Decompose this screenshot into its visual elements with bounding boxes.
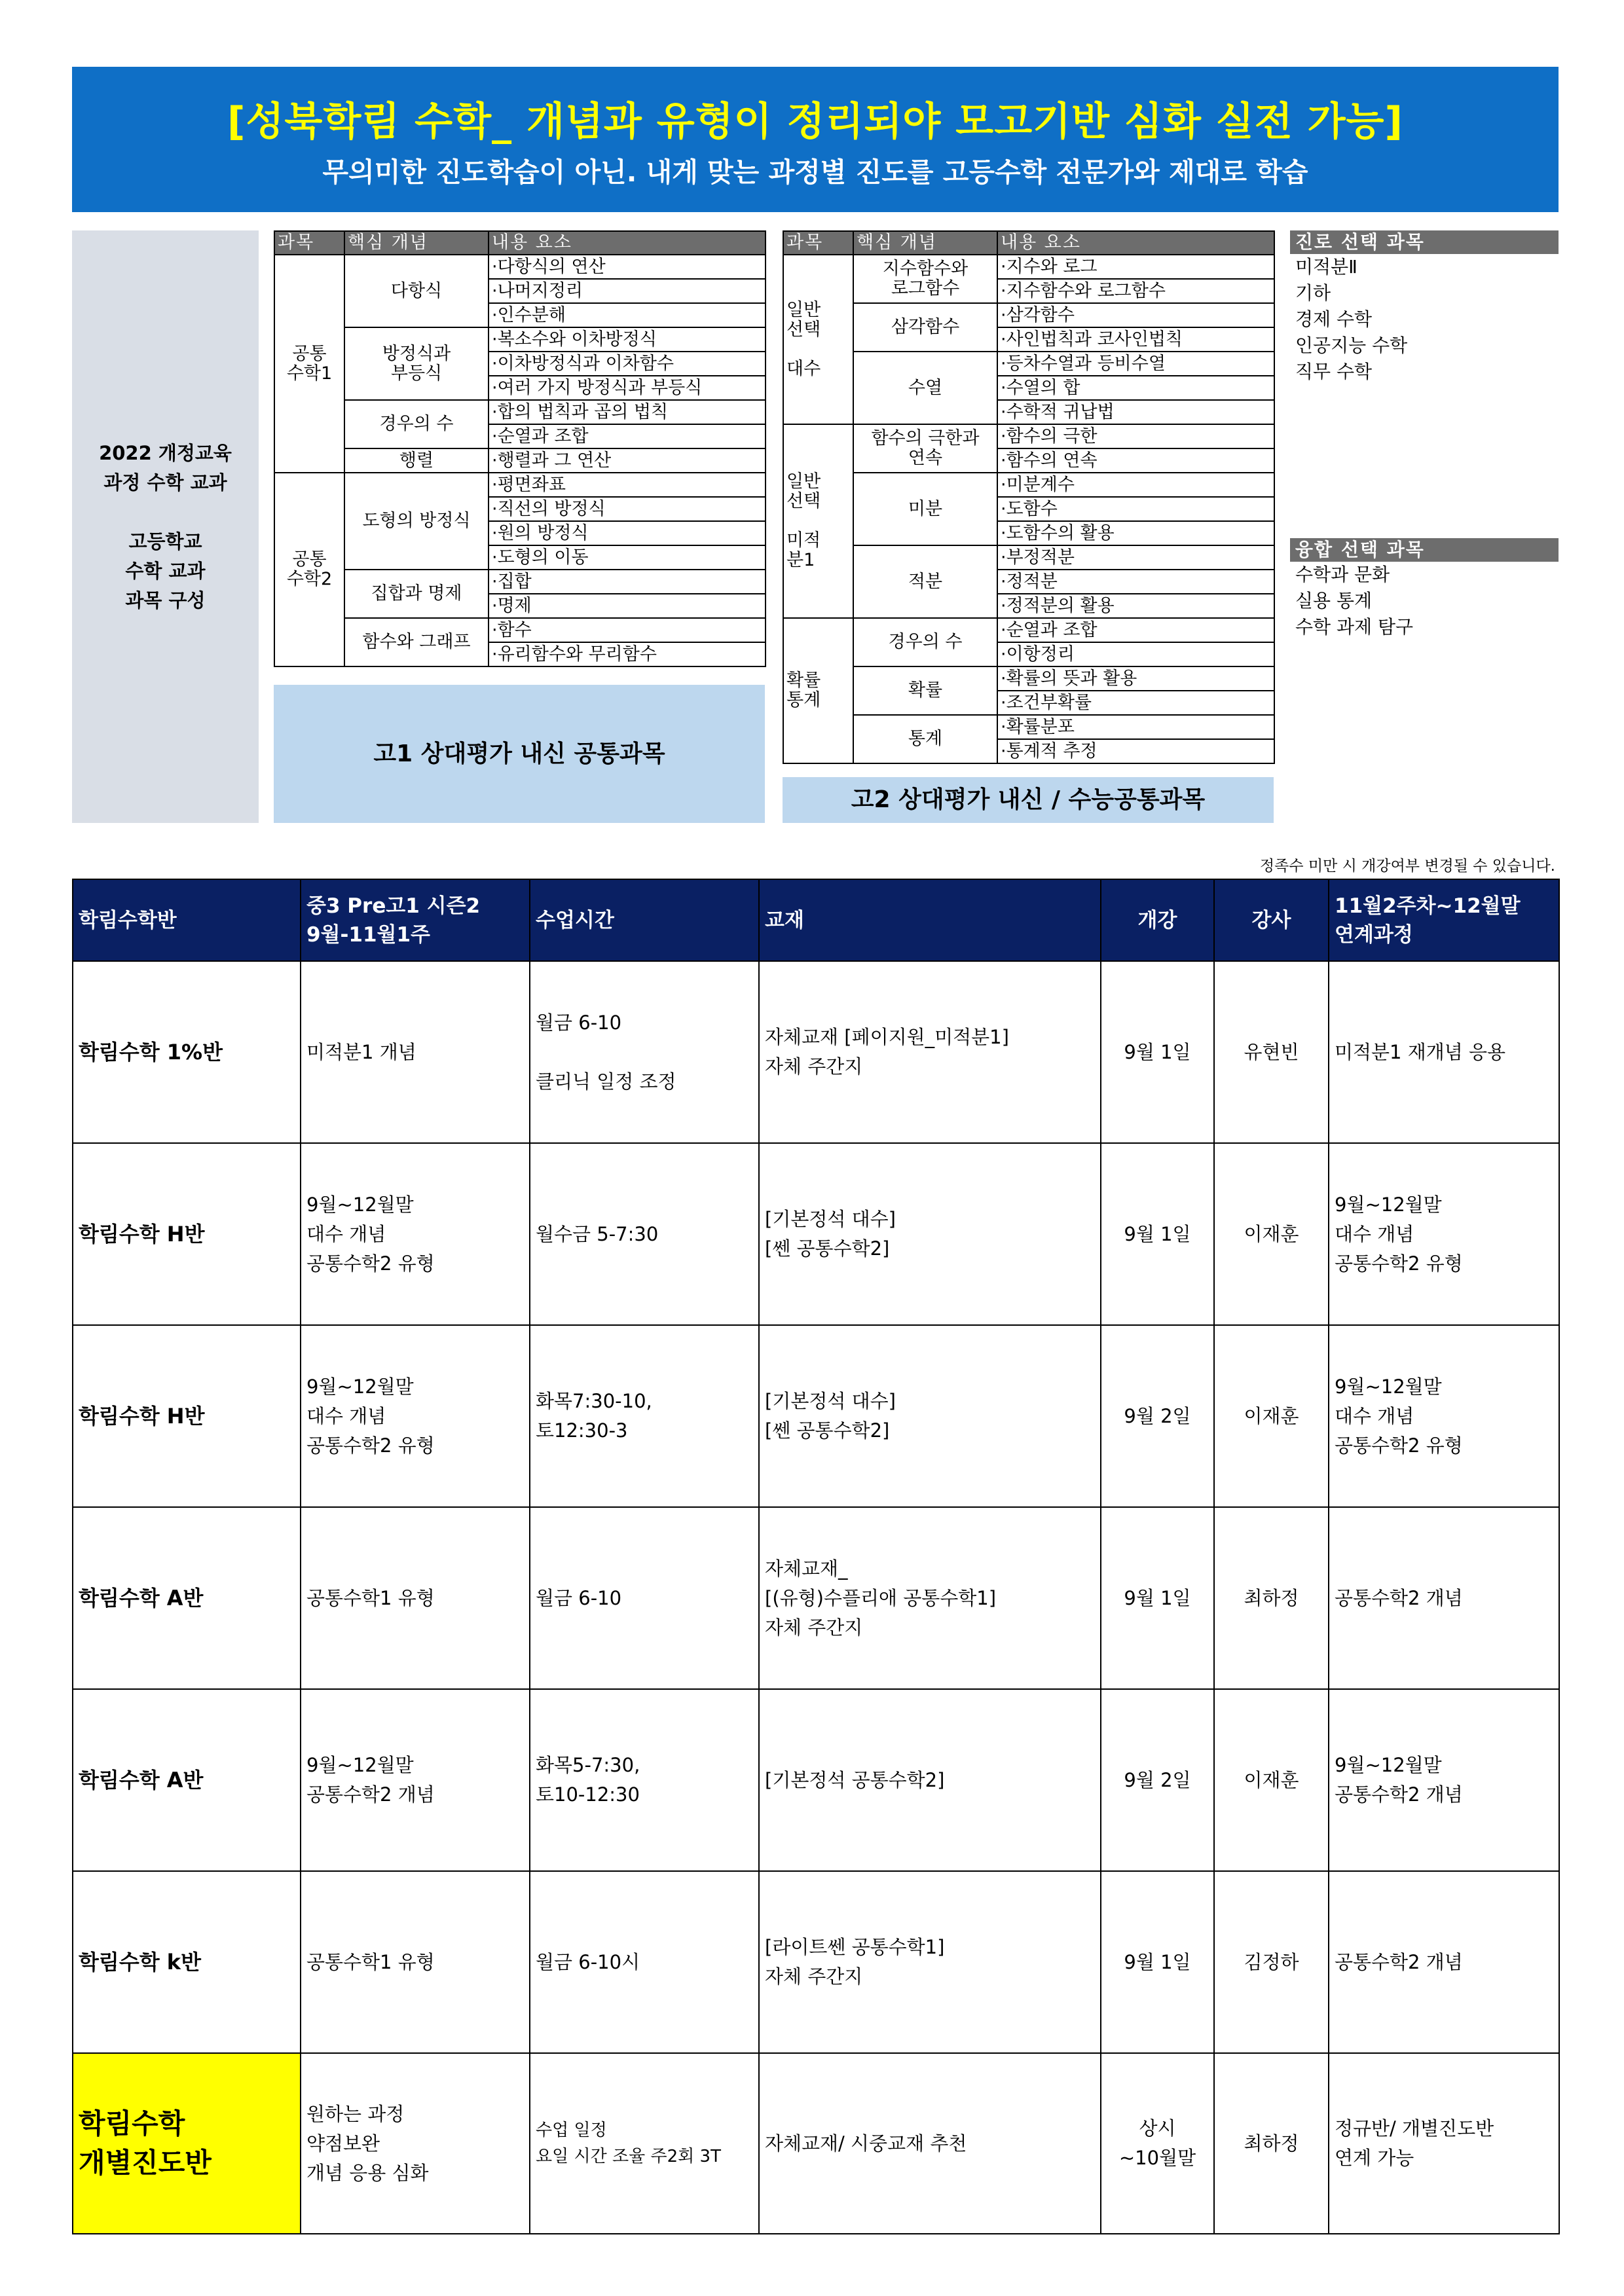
col-header-next: 11월2주차~12월말 연계과정	[1329, 879, 1559, 961]
elective-math-table	[783, 230, 1275, 764]
content-cell: ·통계적 추정	[997, 739, 1274, 763]
class-season: 원하는 과정 약점보완 개념 응용 심화	[301, 2053, 530, 2234]
content-cell: ·사인법칙과 코사인법칙	[997, 327, 1274, 352]
content-cell: ·순열과 조합	[489, 424, 766, 448]
class-teacher: 이재훈	[1214, 1325, 1329, 1507]
subject-cell: 일반 선택 대수	[783, 255, 853, 424]
col-header-book: 교재	[759, 879, 1101, 961]
curriculum-label-panel	[72, 230, 259, 823]
content-cell: ·확률분포	[997, 715, 1274, 739]
col-header-class: 학림수학반	[73, 879, 301, 961]
header-content: 내용 요소	[489, 231, 766, 255]
content-cell: ·명제	[489, 594, 766, 618]
subject-cell: 공통 수학1	[274, 255, 344, 473]
concept-cell: 함수와 그래프	[344, 618, 489, 666]
content-cell: ·수학적 귀납법	[997, 400, 1274, 424]
concept-cell: 도형의 방정식	[344, 473, 489, 570]
class-teacher: 최하정	[1214, 2053, 1329, 2234]
concept-cell: 수열	[853, 352, 997, 424]
elective-item: 경제 수학	[1295, 308, 1373, 330]
content-cell: ·다항식의 연산	[489, 255, 766, 279]
content-cell: ·함수의 연속	[997, 448, 1274, 473]
col-header-teacher: 강사	[1214, 879, 1329, 961]
subject-cell: 확률 통계	[783, 618, 853, 763]
class-open: 9월 1일	[1101, 1507, 1214, 1689]
class-book: 자체교재/ 시중교재 추천	[759, 2053, 1101, 2234]
elective-item: 기하	[1295, 282, 1331, 304]
fusion-elective-title: 융합 선택 과목	[1290, 538, 1559, 562]
header-concept: 핵심 개념	[344, 231, 489, 255]
concept-cell: 방정식과 부등식	[344, 327, 489, 400]
concept-cell: 집합과 명제	[344, 570, 489, 618]
class-name: 학림수학 H반	[73, 1325, 301, 1507]
class-open: 9월 2일	[1101, 1689, 1214, 1871]
content-cell: ·삼각함수	[997, 303, 1274, 327]
class-season: 9월~12월말 공통수학2 개념	[301, 1689, 530, 1871]
concept-cell: 미분	[853, 473, 997, 545]
concept-cell: 행렬	[344, 448, 489, 473]
content-cell: ·확률의 뜻과 활용	[997, 666, 1274, 691]
class-season: 공통수학1 유형	[301, 1871, 530, 2053]
content-cell: ·순열과 조합	[997, 618, 1274, 642]
content-cell: ·여러 가지 방정식과 부등식	[489, 376, 766, 400]
grade1-caption: 고1 상대평가 내신 공통과목	[274, 685, 765, 823]
class-open: 상시 ~10월말	[1101, 2053, 1214, 2234]
table-row	[73, 1507, 1559, 1689]
class-next: 공통수학2 개념	[1329, 1871, 1559, 2053]
class-time: 월금 6-10 클리닉 일정 조정	[530, 961, 759, 1143]
common-math-table	[274, 230, 766, 667]
content-cell: ·직선의 방정식	[489, 497, 766, 521]
content-cell: ·평면좌표	[489, 473, 766, 497]
header-subject: 과목	[783, 231, 853, 255]
elective-item: 미적분Ⅱ	[1295, 256, 1357, 278]
class-next: 9월~12월말 대수 개념 공통수학2 유형	[1329, 1325, 1559, 1507]
class-season: 미적분1 개념	[301, 961, 530, 1143]
career-elective-list	[1290, 230, 1559, 385]
class-time: 화목7:30-10, 토12:30-3	[530, 1325, 759, 1507]
subject-cell: 일반 선택 미적 분1	[783, 424, 853, 618]
elective-item: 인공지능 수학	[1295, 335, 1408, 356]
col-header-open: 개강	[1101, 879, 1214, 961]
class-next: 9월~12월말 공통수학2 개념	[1329, 1689, 1559, 1871]
content-cell: ·이항정리	[997, 642, 1274, 666]
class-name: 학림수학 A반	[73, 1689, 301, 1871]
class-name: 학림수학 H반	[73, 1143, 301, 1325]
content-cell: ·도함수의 활용	[997, 521, 1274, 545]
class-teacher: 김정하	[1214, 1871, 1329, 2053]
class-next: 9월~12월말 대수 개념 공통수학2 유형	[1329, 1143, 1559, 1325]
content-cell: ·유리함수와 무리함수	[489, 642, 766, 666]
class-book: [라이트쎈 공통수학1] 자체 주간지	[759, 1871, 1101, 2053]
class-teacher: 유현빈	[1214, 961, 1329, 1143]
content-cell: ·지수함수와 로그함수	[997, 279, 1274, 303]
content-cell: ·도형의 이동	[489, 545, 766, 570]
col-header-time: 수업시간	[530, 879, 759, 961]
table-row	[73, 1143, 1559, 1325]
content-cell: ·조건부확률	[997, 691, 1274, 715]
fusion-elective-list	[1290, 538, 1559, 640]
elective-item: 실용 통계	[1295, 590, 1373, 611]
class-teacher: 이재훈	[1214, 1689, 1329, 1871]
career-elective-title: 진로 선택 과목	[1290, 230, 1559, 254]
elective-item: 직무 수학	[1295, 361, 1373, 382]
grade2-caption: 고2 상대평가 내신 / 수능공통과목	[783, 777, 1274, 823]
header-concept: 핵심 개념	[853, 231, 997, 255]
concept-cell: 지수함수와 로그함수	[853, 255, 997, 303]
header-banner	[72, 67, 1559, 212]
content-cell: ·이차방정식과 이차함수	[489, 352, 766, 376]
curriculum-label: 2022 개정교육 과정 수학 교과 고등학교 수학 교과 과목 구성	[99, 442, 232, 611]
class-book: 자체교재 [페이지원_미적분1] 자체 주간지	[759, 961, 1101, 1143]
class-next: 정규반/ 개별진도반 연계 가능	[1329, 2053, 1559, 2234]
content-cell: ·정적분의 활용	[997, 594, 1274, 618]
class-time: 월금 6-10	[530, 1507, 759, 1689]
page-subtitle: 무의미한 진도학습이 아닌. 내게 맞는 과정별 진도를 고등수학 전문가와 제대로 학습	[322, 156, 1308, 188]
content-cell: ·함수	[489, 618, 766, 642]
class-book: [기본정석 대수] [쎈 공통수학2]	[759, 1143, 1101, 1325]
content-cell: ·부정적분	[997, 545, 1274, 570]
table-row	[73, 2053, 1559, 2234]
table-row	[73, 1871, 1559, 2053]
class-book: [기본정석 대수] [쎈 공통수학2]	[759, 1325, 1101, 1507]
class-open: 9월 1일	[1101, 1871, 1214, 2053]
content-cell: ·원의 방정식	[489, 521, 766, 545]
content-cell: ·집합	[489, 570, 766, 594]
class-time: 월금 6-10시	[530, 1871, 759, 2053]
class-open: 9월 1일	[1101, 1143, 1214, 1325]
header-subject: 과목	[274, 231, 344, 255]
class-schedule-table	[72, 879, 1560, 2234]
class-season: 9월~12월말 대수 개념 공통수학2 유형	[301, 1143, 530, 1325]
content-cell: ·미분계수	[997, 473, 1274, 497]
concept-cell: 경우의 수	[853, 618, 997, 666]
class-name: 학림수학 개별진도반	[73, 2053, 301, 2234]
content-cell: ·도함수	[997, 497, 1274, 521]
content-cell: ·인수분해	[489, 303, 766, 327]
content-cell: ·복소수와 이차방정식	[489, 327, 766, 352]
class-next: 공통수학2 개념	[1329, 1507, 1559, 1689]
content-cell: ·나머지정리	[489, 279, 766, 303]
concept-cell: 확률	[853, 666, 997, 715]
content-cell: ·함수의 극한	[997, 424, 1274, 448]
elective-item: 수학과 문화	[1295, 564, 1390, 585]
class-open: 9월 1일	[1101, 961, 1214, 1143]
content-cell: ·합의 법칙과 곱의 법칙	[489, 400, 766, 424]
content-cell: ·행렬과 그 연산	[489, 448, 766, 473]
concept-cell: 경우의 수	[344, 400, 489, 448]
col-header-season: 중3 Pre고1 시즌2 9월-11월1주	[301, 879, 530, 961]
class-season: 9월~12월말 대수 개념 공통수학2 유형	[301, 1325, 530, 1507]
subject-cell: 공통 수학2	[274, 473, 344, 666]
content-cell: ·지수와 로그	[997, 255, 1274, 279]
table-row	[73, 1325, 1559, 1507]
class-time: 월수금 5-7:30	[530, 1143, 759, 1325]
class-next: 미적분1 재개념 응용	[1329, 961, 1559, 1143]
table-row	[73, 1689, 1559, 1871]
class-teacher: 이재훈	[1214, 1143, 1329, 1325]
class-season: 공통수학1 유형	[301, 1507, 530, 1689]
content-cell: ·수열의 합	[997, 376, 1274, 400]
class-book: [기본정석 공통수학2]	[759, 1689, 1101, 1871]
class-time: 화목5-7:30, 토10-12:30	[530, 1689, 759, 1871]
header-content: 내용 요소	[997, 231, 1274, 255]
class-book: 자체교재_ [(유형)수플리애 공통수학1] 자체 주간지	[759, 1507, 1101, 1689]
table-header-row	[73, 879, 1559, 961]
content-cell: ·정적분	[997, 570, 1274, 594]
concept-cell: 다항식	[344, 255, 489, 327]
class-name: 학림수학 1%반	[73, 961, 301, 1143]
concept-cell: 삼각함수	[853, 303, 997, 352]
table-row	[73, 961, 1559, 1143]
class-time: 수업 일정 요일 시간 조율 주2회 3T	[530, 2053, 759, 2234]
page-title: [성북학림 수학_ 개념과 유형이 정리되야 모고기반 심화 실전 가능]	[227, 99, 1403, 145]
concept-cell: 통계	[853, 715, 997, 763]
concept-cell: 적분	[853, 545, 997, 618]
class-name: 학림수학 k반	[73, 1871, 301, 2053]
content-cell: ·등차수열과 등비수열	[997, 352, 1274, 376]
elective-item: 수학 과제 탐구	[1295, 616, 1414, 638]
class-teacher: 최하정	[1214, 1507, 1329, 1689]
class-name: 학림수학 A반	[73, 1507, 301, 1689]
notice-text: 정족수 미만 시 개강여부 변경될 수 있습니다.	[1259, 858, 1555, 875]
concept-cell: 함수의 극한과 연속	[853, 424, 997, 473]
class-open: 9월 2일	[1101, 1325, 1214, 1507]
